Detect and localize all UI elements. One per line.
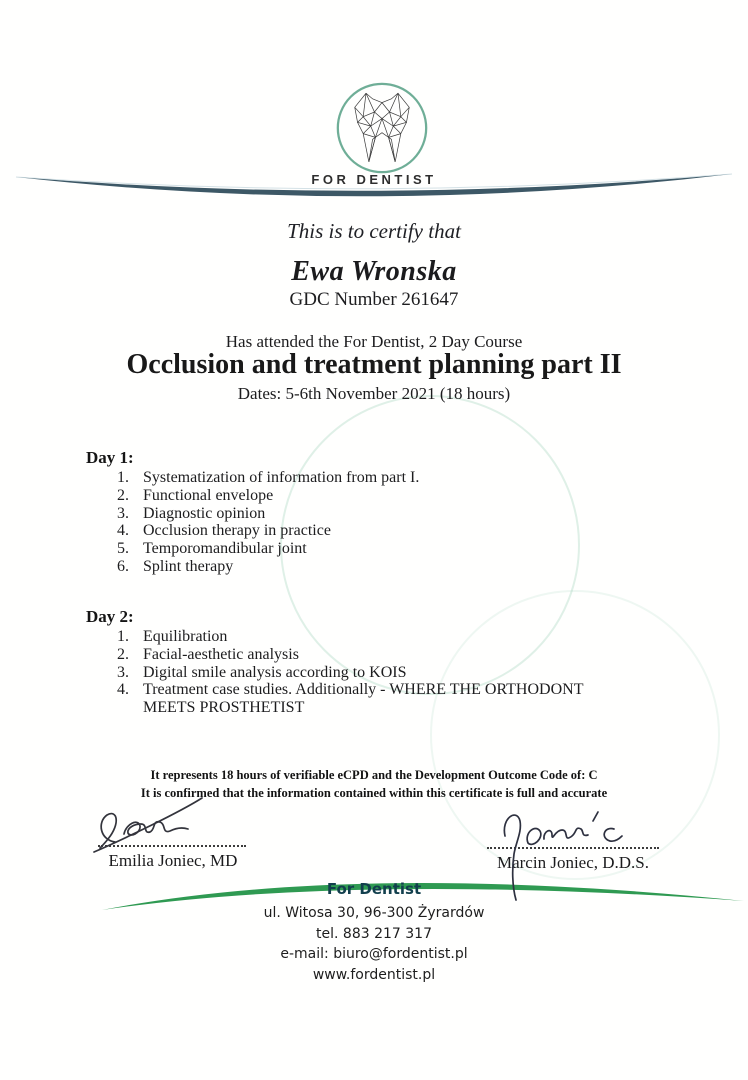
top-swoosh-divider (0, 166, 748, 218)
footer-phone: tel. 883 217 317 (316, 925, 432, 942)
course-dates: Dates: 5-6th November 2021 (18 hours) (237, 384, 511, 403)
list-item: 4. Treatment case studies. Additionally - WHERE THE ORTHODONT MEETS PROSTHETIST (133, 681, 630, 717)
fine-print-line2: It is confirmed that the information contained within this certificate is full and accurate (140, 785, 608, 800)
signature-line-right (487, 847, 659, 849)
recipient-name: Ewa Wronska (291, 256, 457, 287)
list-item: 1. Equilibration (133, 628, 630, 646)
footer-website: www.fordentist.pl (312, 966, 436, 983)
day1-section (86, 448, 666, 576)
list-item: 1. Systematization of information from part I. (133, 469, 630, 487)
signatory-right-name: Marcin Joniec, D.D.S. (496, 853, 650, 872)
intro-line: This is to certify that (287, 219, 461, 243)
gdc-number: GDC Number 261647 (289, 289, 459, 310)
day1-heading: Day 1: (86, 448, 134, 467)
day2-heading: Day 2: (86, 607, 134, 626)
attended-line: Has attended the For Dentist, 2 Day Course (225, 332, 523, 351)
day2-list (86, 628, 631, 717)
footer-contact-block (0, 880, 748, 985)
brand-name: FOR DENTIST (311, 172, 437, 187)
fine-print-line1: It represents 18 hours of verifiable eCPD and the Development Outcome Code of: C (150, 768, 598, 782)
tooth-logo-icon (335, 81, 429, 175)
footer-address: ul. Witosa 30, 96-300 Żyrardów (263, 905, 485, 921)
signatory-left-name: Emilia Joniec, MD (108, 851, 238, 870)
fine-print (0, 767, 748, 802)
list-item: 4. Occlusion therapy in practice (133, 522, 630, 540)
list-item: 6. Splint therapy (133, 558, 630, 576)
day2-section (86, 607, 666, 717)
course-title: Occlusion and treatment planning part II (126, 349, 622, 380)
list-item: 3. Diagnostic opinion (133, 505, 630, 523)
list-item: 3. Digital smile analysis according to KOIS (133, 664, 630, 682)
footer-company-name: For Dentist (326, 880, 422, 898)
footer-email: e-mail: biuro@fordentist.pl (280, 946, 468, 962)
list-item: 2. Facial-aesthetic analysis (133, 646, 630, 664)
signature-line-left (98, 845, 246, 847)
day1-list (86, 469, 631, 576)
list-item: 2. Functional envelope (133, 487, 630, 505)
list-item: 5. Temporomandibular joint (133, 540, 630, 558)
